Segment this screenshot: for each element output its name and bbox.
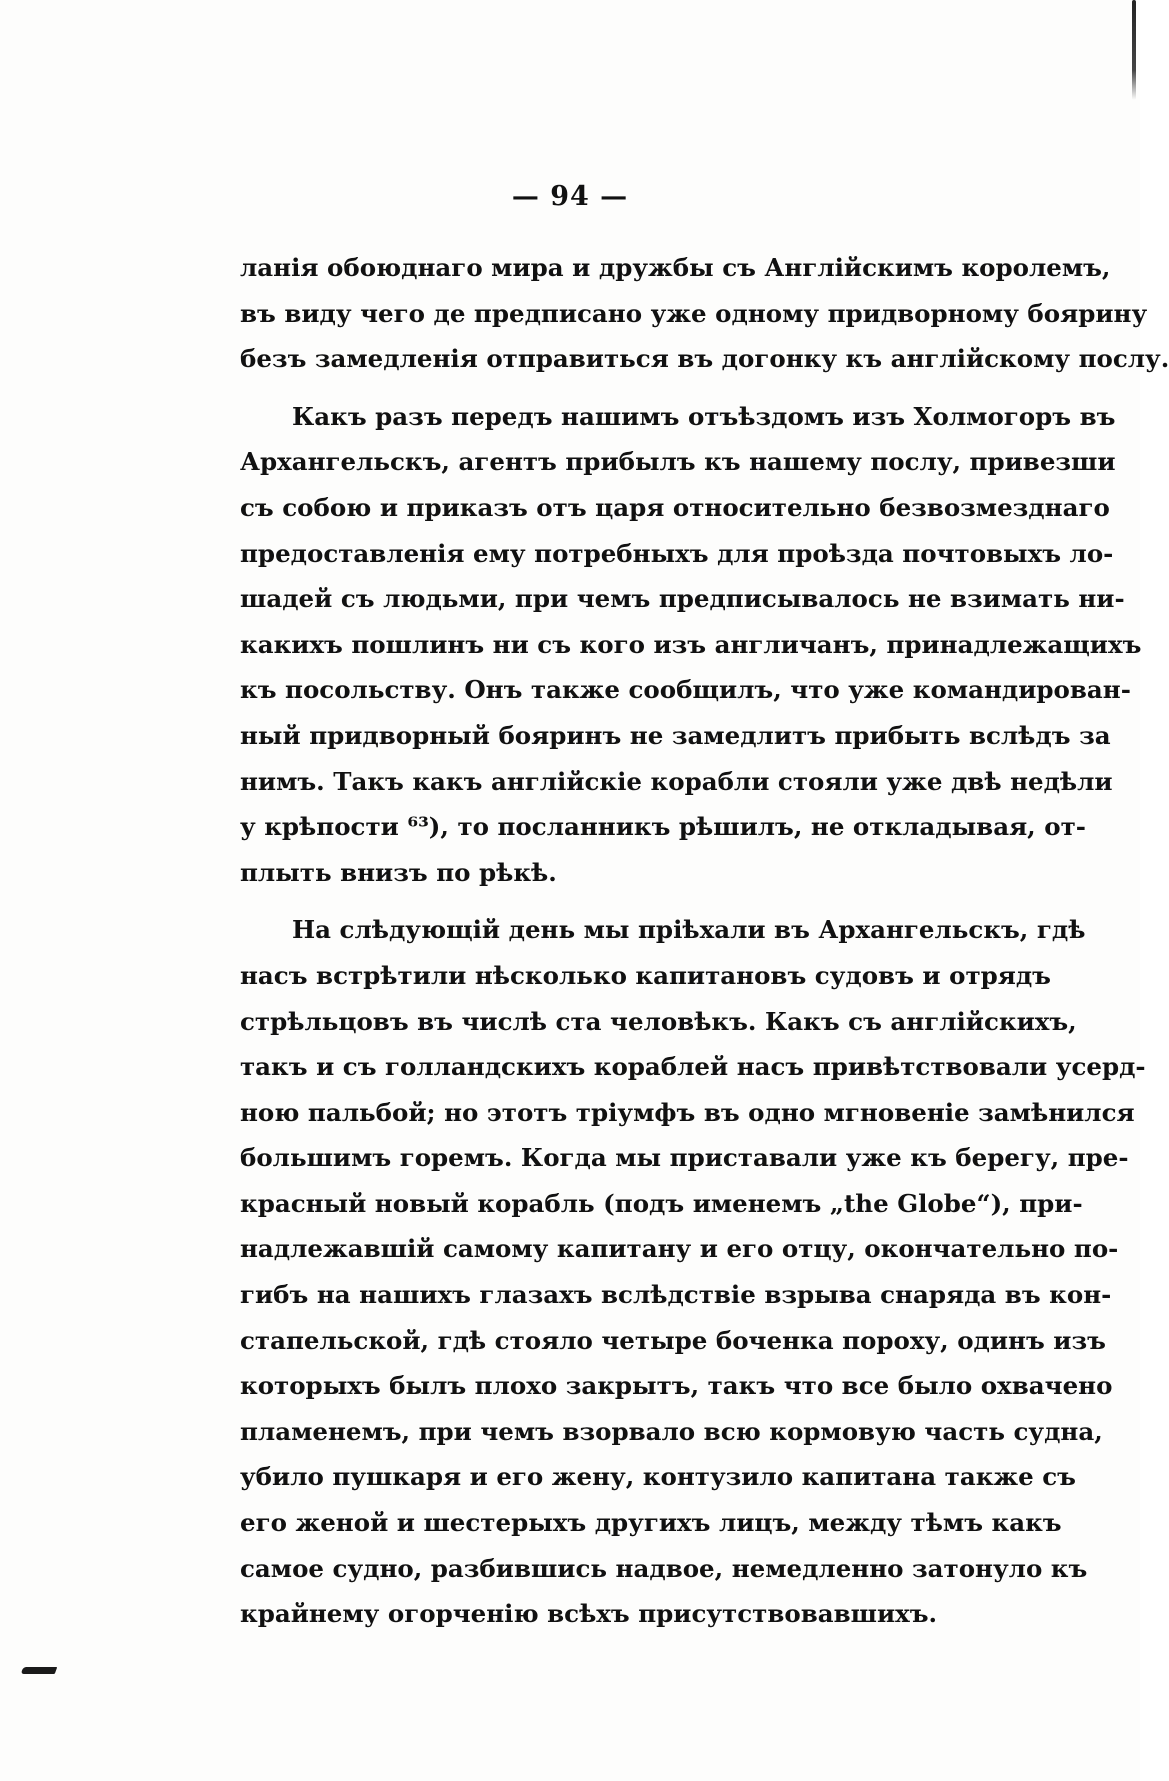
text-line: убило пушкаря и его жену, контузило капитана также съ: [240, 1462, 1076, 1492]
text-line: стапельской, гдѣ стояло четыре боченка пороху, одинъ изъ: [240, 1325, 1106, 1355]
text-line: къ посольству. Онъ также сообщилъ, что уже командирован-: [240, 675, 1131, 705]
paragraph-2: [240, 394, 1142, 896]
text-line: стрѣльцовъ въ числѣ ста человѣкъ. Какъ съ англійскихъ,: [240, 1006, 1077, 1036]
text-line: Какъ разъ передъ нашимъ отъѣздомъ изъ Холмогоръ въ: [292, 401, 1116, 431]
text-line: Архангельскъ, агентъ прибылъ къ нашему послу, привезши: [240, 447, 1116, 477]
text-line: крайнему огорченію всѣхъ присутствовавшихъ.: [240, 1599, 938, 1629]
scan-edge-mark: [1132, 0, 1136, 100]
text-line: съ собою и приказъ отъ царя относительно безвозмезднаго: [240, 492, 1110, 522]
text-line: пламенемъ, при чемъ взорвало всю кормовую часть судна,: [240, 1416, 1103, 1446]
text-line: какихъ пошлинъ ни съ кого изъ англичанъ, принадлежащихъ: [240, 629, 1142, 659]
paragraph-3: [240, 907, 1146, 1637]
text-line: нимъ. Такъ какъ англійскіе корабли стояли уже двѣ недѣли: [240, 766, 1113, 796]
text-line: въ виду чего де предписано уже одному придворному боярину: [240, 298, 1148, 328]
text-line: плыть внизъ по рѣкѣ.: [240, 857, 557, 887]
body-text: [240, 245, 1169, 1637]
text-line: большимъ горемъ. Когда мы приставали уже къ берегу, пре-: [240, 1143, 1129, 1173]
text-line: у крѣпости ⁶³), то посланникъ рѣшилъ, не откладывая, от-: [240, 812, 1086, 842]
text-line: предоставленія ему потребныхъ для проѣзда почтовыхъ ло-: [240, 538, 1114, 568]
page-number: — 94 —: [511, 181, 629, 212]
scan-margin-mark: [21, 1667, 58, 1674]
text-line: надлежавшій самому капитану и его отцу, окончательно по-: [240, 1234, 1119, 1264]
text-line: гибъ на нашихъ глазахъ вслѣдствіе взрыва снаряда въ кон-: [240, 1280, 1112, 1310]
paragraph-1: [240, 245, 1169, 382]
text-line: шадей съ людьми, при чемъ предписывалось не взимать ни-: [240, 584, 1125, 614]
text-line: красный новый корабль (подъ именемъ „the Globe“), при-: [240, 1188, 1083, 1218]
text-line: ною пальбой; но этотъ тріумфъ въ одно мгновеніе замѣнился: [240, 1097, 1135, 1127]
text-line: которыхъ былъ плохо закрытъ, такъ что все было охвачено: [240, 1371, 1113, 1401]
text-line: ланія обоюднаго мира и дружбы съ Англійскимъ королемъ,: [240, 253, 1111, 282]
text-line: насъ встрѣтили нѣсколько капитановъ судовъ и отрядъ: [240, 960, 1051, 990]
text-line: такъ и съ голландскихъ кораблей насъ привѣтствовали усерд-: [240, 1052, 1146, 1082]
text-line: безъ замедленія отправиться въ догонку къ англійскому послу.: [240, 344, 1169, 374]
text-line: самое судно, разбившись надвое, немедленно затонуло къ: [240, 1553, 1088, 1583]
text-line: ный придворный бояринъ не замедлитъ прибыть вслѣдъ за: [240, 720, 1111, 750]
text-line: его женой и шестерыхъ другихъ лицъ, между тѣмъ какъ: [240, 1508, 1062, 1538]
text-line: На слѣдующій день мы пріѣхали въ Архангельскъ, гдѣ: [292, 915, 1086, 945]
